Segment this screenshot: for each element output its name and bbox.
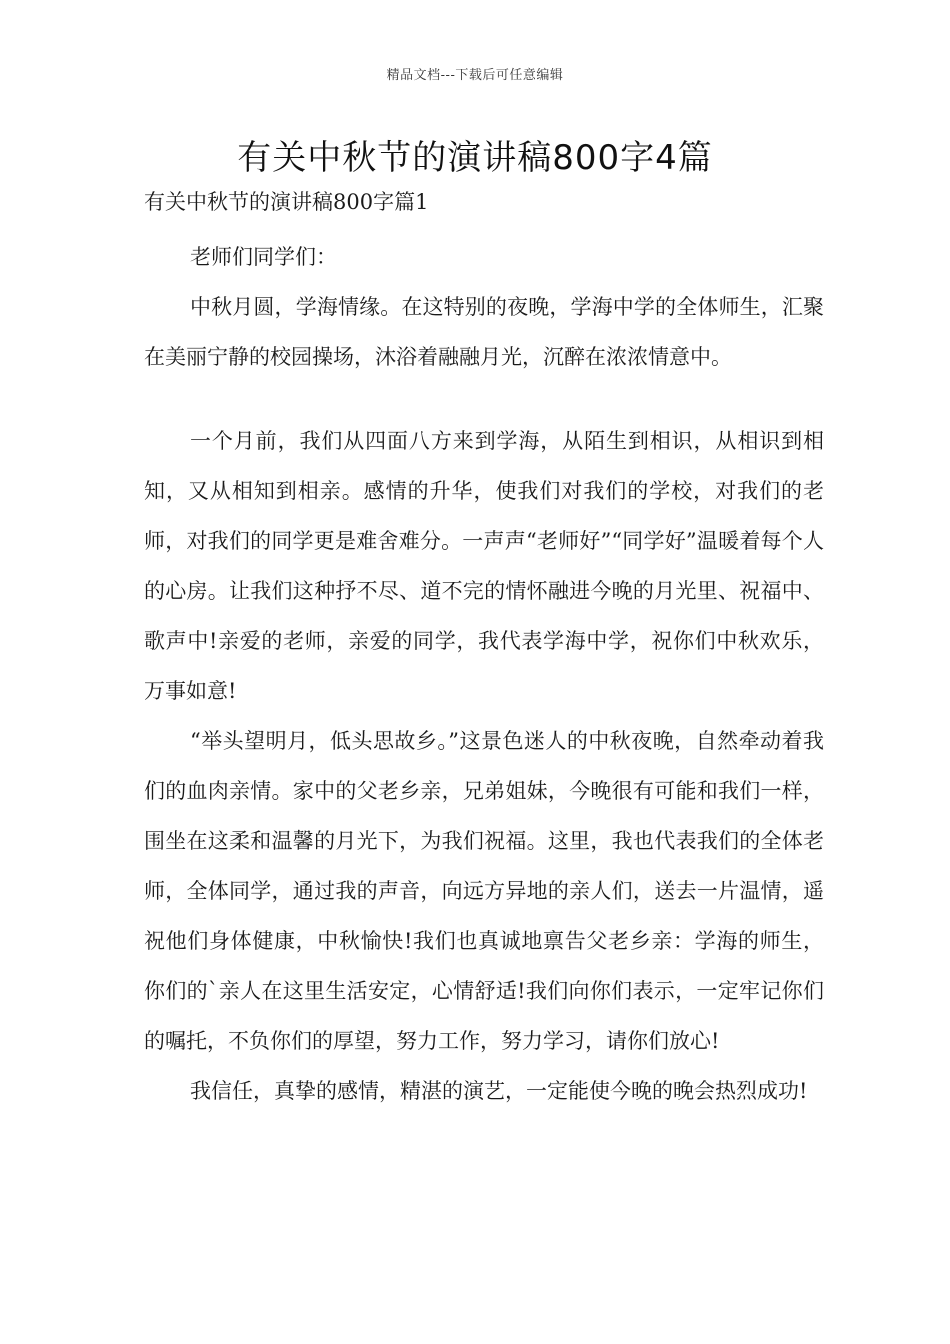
document-title: 有关中秋节的演讲稿800字4篇 — [237, 138, 713, 178]
paragraph: 一个月前，我们从四面八方来到学海，从陌生到相识，从相识到相知，又从相知到相亲。感情的升华，使我们对我们的学校，对我们的老师，对我们的同学更是难舍难分。一声声“老师好”“同学好”温暖着每个人的心房。让我们这种抒不尽、道不完的情怀融进今晚的月光里、祝福中、歌声中!亲爱的老师，亲爱的同学，我代表学海中学，祝你们中秋欢乐，万事如意! — [144, 429, 824, 703]
paragraph: “举头望明月，低头思故乡。”这景色迷人的中秋夜晚，自然牵动着我们的血肉亲情。家中的父老乡亲，兄弟姐妹，今晚很有可能和我们一样，围坐在这柔和温馨的月光下，为我们祝福。这里，我也代表我们的全体老师，全体同学，通过我的声音，向远方异地的亲人们，送去一片温情，遥祝他们身体健康，中秋愉快!我们也真诚地禀告父老乡亲：学海的师生，你们的`亲人在这里生活安定，心情舒适!我们向你们表示，一定牢记你们的嘱托，不负你们的厚望，努力工作，努力学习，请你们放心! — [144, 729, 824, 1053]
paragraph: 中秋月圆，学海情缘。在这特别的夜晚，学海中学的全体师生，汇聚在美丽宁静的校园操场，沐浴着融融月光，沉醉在浓浓情意中。 — [144, 295, 824, 369]
paragraph: 我信任，真挚的感情，精湛的演艺，一定能使今晚的晚会热烈成功! — [190, 1079, 808, 1103]
paragraph-greeting: 老师们同学们： — [190, 245, 337, 269]
document-body — [144, 182, 824, 1116]
paragraph-gap — [144, 382, 824, 416]
page-header: 精品文档---下载后可任意编辑 — [386, 68, 564, 83]
section-heading: 有关中秋节的演讲稿800字篇1 — [144, 190, 429, 214]
